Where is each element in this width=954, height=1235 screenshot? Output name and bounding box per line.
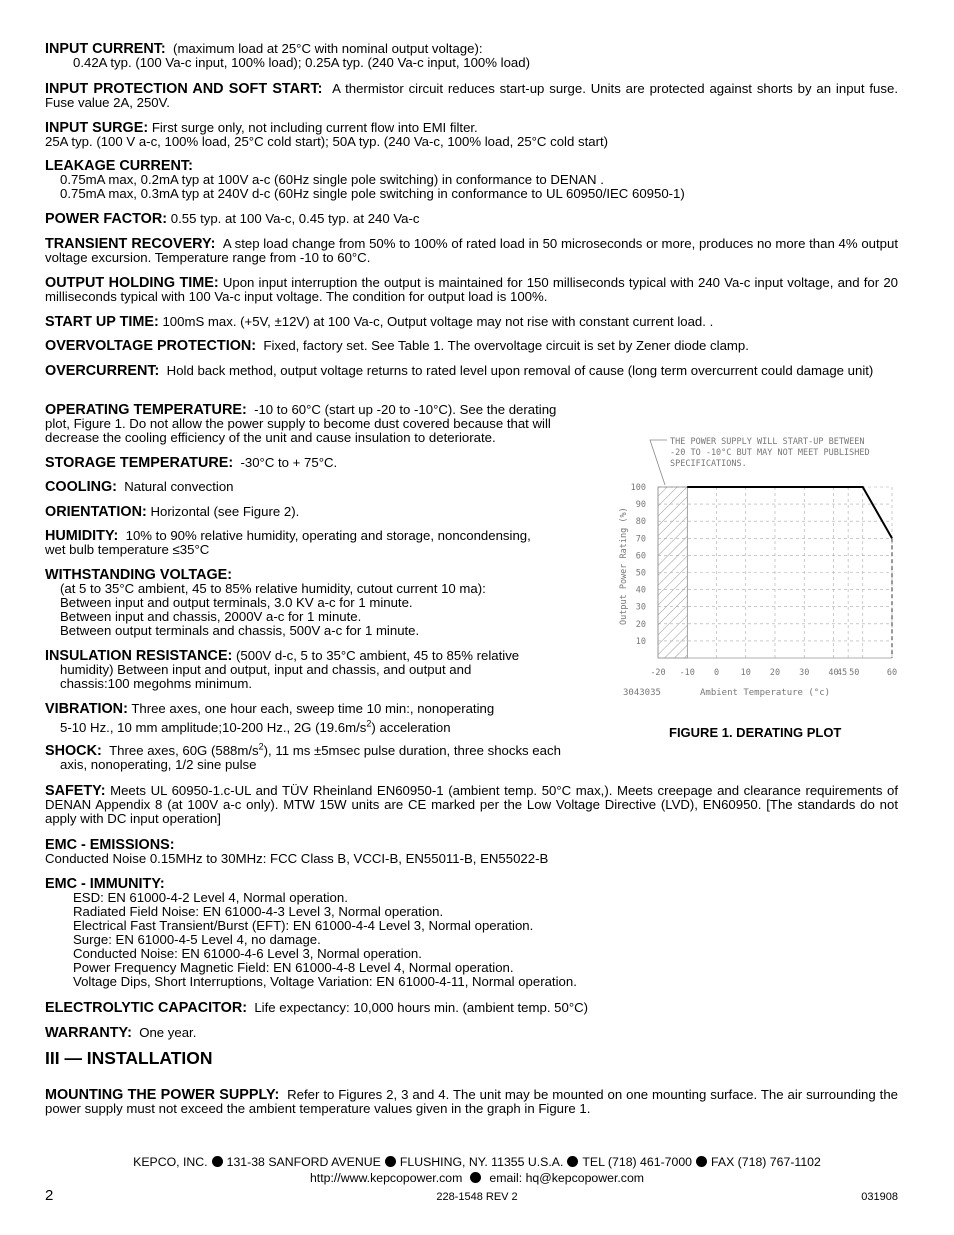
page-number: 2 (45, 1187, 54, 1204)
spec-text: Meets UL 60950-1.c-UL and TÜV Rheinland EN60950-1 (ambient temp. 50°C max,). Meets creepage and clearance requirements of DENAN Appendix 8 (at 100V a-c only). MTW 15W units are CE marked per the Low Voltage Directive (LVD), EN60950. [The standards do not apply with DC input operation] (45, 783, 899, 826)
spec-text: First surge only, not including current flow into EMI filter. (151, 120, 478, 135)
chart-y-tick-label: 100 (630, 483, 646, 493)
chart-series-line (687, 487, 892, 538)
chart-y-tick-label: 20 (635, 619, 646, 630)
footer-company: KEPCO, INC. (133, 1155, 208, 1169)
spec-line: Surge: EN 61000-4-5 Level 4, no damage. (73, 932, 321, 947)
chart-x-tick-label: 10 (740, 668, 751, 678)
spec-mounting (45, 1088, 898, 1116)
chart-y-tick-label: 70 (635, 534, 646, 545)
chart-x-tick-label: 30 (799, 668, 810, 678)
spec-text: 100mS max. (+5V, ±12V) at 100 Va-c, Output voltage may not rise with constant current load. . (162, 314, 714, 329)
chart-y-tick-label: 30 (635, 602, 646, 613)
spec-label: ELECTROLYTIC CAPACITOR: (45, 1000, 248, 1016)
chart-note-line: THE POWER SUPPLY WILL START-UP BETWEEN (670, 437, 865, 447)
footer-web (0, 1171, 954, 1185)
spec-start-up-time (45, 315, 898, 329)
spec-withstanding-voltage (45, 568, 605, 638)
spec-text: (maximum load at 25°C with nominal output voltage): (173, 41, 483, 56)
spec-electrolytic-capacitor (45, 1001, 898, 1015)
figure-caption: FIGURE 1. DERATING PLOT (669, 725, 842, 740)
spec-text: Horizontal (see Figure 2). (150, 504, 300, 519)
spec-emc-immunity (45, 877, 898, 989)
spec-line: Radiated Field Noise: EN 61000-4-3 Level 3, Normal operation. (73, 904, 444, 919)
spec-line: Conducted Noise: EN 61000-4-6 Level 3, Normal operation. (73, 946, 422, 961)
spec-label: LEAKAGE CURRENT: (45, 158, 193, 174)
chart-y-label: Output Power Rating (%) (619, 507, 629, 625)
spec-line (45, 718, 605, 735)
bullet-icon (470, 1172, 481, 1183)
spec-label: OUTPUT HOLDING TIME: (45, 275, 219, 291)
chart-x-label: Ambient Temperature (°c) (700, 688, 831, 698)
spec-line: humidity) Between input and output, input and chassis, and output and (60, 662, 472, 677)
bullet-icon (212, 1156, 223, 1167)
footer-street: 131-38 SANFORD AVENUE (226, 1155, 381, 1169)
spec-label: COOLING: (45, 479, 117, 495)
spec-storage-temperature (45, 456, 605, 470)
spec-text: Three axes, one hour each, sweep time 10 min:, nonoperating (131, 701, 495, 716)
spec-label: INSULATION RESISTANCE: (45, 648, 233, 664)
section-heading-installation: III — INSTALLATION (45, 1048, 213, 1068)
spec-label: MOUNTING THE POWER SUPPLY: (45, 1087, 280, 1103)
chart-y-tick-label: 50 (635, 568, 646, 579)
spec-text: Three axes, 60G (588m/s (109, 743, 259, 758)
chart-note (650, 437, 870, 485)
chart-x-tick-label: -20 (650, 668, 666, 678)
spec-label: SAFETY: (45, 783, 106, 799)
spec-line: 0.75mA max, 0.3mA typ at 240V d-c (60Hz single pole switching in conformance to UL 60950/IEC 60950-1) (60, 186, 685, 201)
chart-y-tick-label: 60 (635, 551, 646, 562)
spec-transient-recovery (45, 237, 898, 265)
spec-text: One year. (139, 1025, 197, 1040)
spec-insulation-resistance (45, 649, 605, 691)
footer-tel: TEL (718) 461-7000 (582, 1155, 693, 1169)
spec-text: -10 to 60°C (start up -20 to -10°C). See the derating (254, 402, 557, 417)
spec-line: Voltage Dips, Short Interruptions, Voltage Variation: EN 61000-4-11, Normal operation. (73, 974, 577, 989)
chart-grid (658, 487, 892, 658)
footer-fax: FAX (718) 767-1102 (711, 1155, 821, 1169)
chart-hatched-region (658, 487, 687, 658)
spec-text: (500V d-c, 5 to 35°C ambient, 45 to 85% relative (236, 648, 520, 663)
spec-label: OVERCURRENT: (45, 363, 160, 379)
spec-line: wet bulb temperature ≤35°C (45, 542, 210, 557)
chart-y-ticks (631, 483, 646, 647)
spec-label: STORAGE TEMPERATURE: (45, 455, 234, 471)
spec-line: Between input and output terminals, 3.0 KV a-c for 1 minute. (60, 595, 413, 610)
spec-line: Between input and chassis, 2000V a-c for 1 minute. (60, 609, 362, 624)
chart-x-tick-label: -10 (679, 668, 695, 678)
spec-label: ORIENTATION: (45, 504, 147, 520)
spec-label: OPERATING TEMPERATURE: (45, 402, 247, 418)
document-date-code: 031908 (861, 1191, 898, 1203)
spec-line: Electrical Fast Transient/Burst (EFT): EN 61000-4-4 Level 3, Normal operation. (73, 918, 534, 933)
spec-overcurrent (45, 364, 898, 378)
footer-address (0, 1155, 954, 1169)
spec-line: Conducted Noise 0.15MHz to 30MHz: FCC Class B, VCCI-B, EN55011-B, EN55022-B (45, 851, 549, 866)
spec-line: (at 5 to 35°C ambient, 45 to 85% relative humidity, cutout current 10 ma): (60, 581, 486, 596)
spec-label: START UP TIME: (45, 314, 159, 330)
bullet-icon (696, 1156, 707, 1167)
spec-text: Refer to Figures 2, 3 and 4. The unit may be mounted on one mounting surface. The air surrounding the power supply must not exceed the ambient temperature values given in the graph in Figure 1. (45, 1087, 898, 1116)
spec-text: Life expectancy: 10,000 hours min. (ambient temp. 50°C) (254, 1000, 589, 1015)
spec-text: Fixed, factory set. See Table 1. The overvoltage circuit is set by Zener diode clamp. (263, 338, 749, 353)
chart-y-tick-label: 10 (635, 636, 646, 647)
spec-text: ), 11 ms ±5msec pulse duration, three shocks each (263, 743, 561, 758)
chart-note-line: SPECIFICATIONS. (670, 459, 747, 469)
spec-line: Power Frequency Magnetic Field: EN 61000-4-8 Level 4, Normal operation. (73, 960, 514, 975)
chart-y-tick-label: 40 (635, 585, 646, 596)
footer-city: FLUSHING, NY. 11355 U.S.A. (399, 1155, 564, 1169)
spec-cooling (45, 480, 605, 494)
chart-x-tick-label: 50 (849, 668, 860, 678)
spec-text: A step load change from 50% to 100% of rated load in 50 microseconds or more, produces no more than 4% output voltage excursion. Temperature range from -10 to 60°C. (45, 236, 898, 265)
chart-x-tick-label: 20 (769, 668, 781, 678)
spec-line: 0.75mA max, 0.2mA typ at 100V a-c (60Hz single pole switching) in conformance to DENAN . (60, 172, 604, 187)
chart-y-tick-label: 90 (635, 500, 646, 511)
spec-input-current (45, 42, 898, 70)
spec-line: Between output terminals and chassis, 500V a-c for 1 minute. (60, 623, 420, 638)
spec-orientation (45, 505, 605, 519)
bullet-icon (567, 1156, 578, 1167)
spec-label: INPUT SURGE: (45, 120, 149, 136)
chart-x-tick-label: 0 (713, 668, 720, 678)
spec-label: TRANSIENT RECOVERY: (45, 236, 216, 252)
spec-label: SHOCK: (45, 743, 102, 759)
spec-humidity (45, 529, 605, 557)
spec-label: WARRANTY: (45, 1025, 132, 1041)
spec-emc-emissions (45, 838, 898, 866)
spec-overvoltage-protection (45, 339, 898, 353)
chart-series (687, 487, 892, 658)
spec-line-text: ) acceleration (371, 720, 451, 735)
spec-label: OVERVOLTAGE PROTECTION: (45, 338, 257, 354)
spec-label: HUMIDITY: (45, 528, 119, 544)
spec-text: 10% to 90% relative humidity, operating and storage, noncondensing, (125, 528, 531, 543)
spec-line-text: 5-10 Hz., 10 mm amplitude;10-200 Hz., 2G (19.6m/s (60, 720, 367, 735)
spec-label: INPUT CURRENT: (45, 41, 166, 57)
spec-line: axis, nonoperating, 1/2 sine pulse (60, 757, 257, 772)
chart-note-line: -20 TO -10°C BUT MAY NOT MEET PUBLISHED (670, 448, 870, 458)
document-number: 228-1548 REV 2 (436, 1191, 518, 1203)
chart-x-tick-label: 60 (886, 668, 898, 678)
spec-line: chassis:100 megohms minimum. (60, 676, 253, 691)
spec-label: EMC - IMMUNITY: (45, 876, 165, 892)
chart-hatched-rect (658, 487, 687, 658)
spec-vibration (45, 702, 605, 735)
bullet-icon (385, 1156, 396, 1167)
chart-x-tick-label: 40 (828, 668, 839, 678)
spec-line: 0.42A typ. (100 Va-c input, 100% load); 0.25A typ. (240 Va-c input, 100% load) (73, 55, 530, 70)
spec-text: A thermistor circuit reduces start-up surge. Units are protected against shorts by an input fuse. Fuse value 2A, 250V. (45, 81, 898, 110)
spec-safety (45, 784, 898, 826)
footer-email-link[interactable]: email: hq@kepcopower.com (489, 1171, 645, 1185)
spec-line: decrease the cooling efficiency of the unit and cause insulation to deteriorate. (45, 430, 496, 445)
spec-output-holding-time (45, 276, 898, 304)
chart-x-ticks (650, 668, 897, 678)
superscript: 2 (366, 718, 372, 729)
spec-input-surge (45, 121, 898, 149)
spec-line: ESD: EN 61000-4-2 Level 4, Normal operation. (73, 890, 348, 905)
spec-label: WITHSTANDING VOLTAGE: (45, 567, 233, 583)
derating-chart (615, 430, 905, 705)
spec-label: INPUT PROTECTION AND SOFT START: (45, 81, 323, 97)
chart-x-tick-label: 45 (836, 668, 848, 678)
chart-y-tick-label: 80 (635, 517, 646, 528)
spec-operating-temperature (45, 403, 605, 445)
spec-label: POWER FACTOR: (45, 211, 168, 227)
spec-leakage-current (45, 159, 898, 201)
spec-label: EMC - EMISSIONS: (45, 837, 175, 853)
spec-shock (45, 741, 605, 772)
spec-text: 0.55 typ. at 100 Va-c, 0.45 typ. at 240 Va-c (170, 211, 420, 226)
spec-text: Hold back method, output voltage returns to rated level upon removal of cause (long term overcurrent could damage unit) (166, 363, 874, 378)
spec-power-factor (45, 212, 898, 226)
spec-line: plot, Figure 1. Do not allow the power supply to become dust covered because that will (45, 416, 551, 431)
spec-label: VIBRATION: (45, 701, 128, 717)
spec-text: -30°C to + 75°C. (240, 455, 338, 470)
footer-url-link[interactable]: http://www.kepcopower.com (309, 1171, 463, 1185)
spec-text: Upon input interruption the output is maintained for 150 milliseconds typical with 240 Va-c input voltage, and for 20 milliseconds typical with 100 Va-c input voltage. The condition for output load is 100%. (45, 275, 898, 304)
spec-line: 25A typ. (100 V a-c, 100% load, 25°C cold start); 50A typ. (240 Va-c, 100% load, 25°C cold start) (45, 134, 609, 149)
chart-note-leader (650, 440, 667, 485)
chart-drawing-id: 3043035 (623, 688, 661, 698)
superscript: 2 (258, 741, 264, 752)
spec-warranty (45, 1026, 898, 1040)
spec-input-protection (45, 82, 898, 110)
spec-text: Natural convection (124, 479, 234, 494)
